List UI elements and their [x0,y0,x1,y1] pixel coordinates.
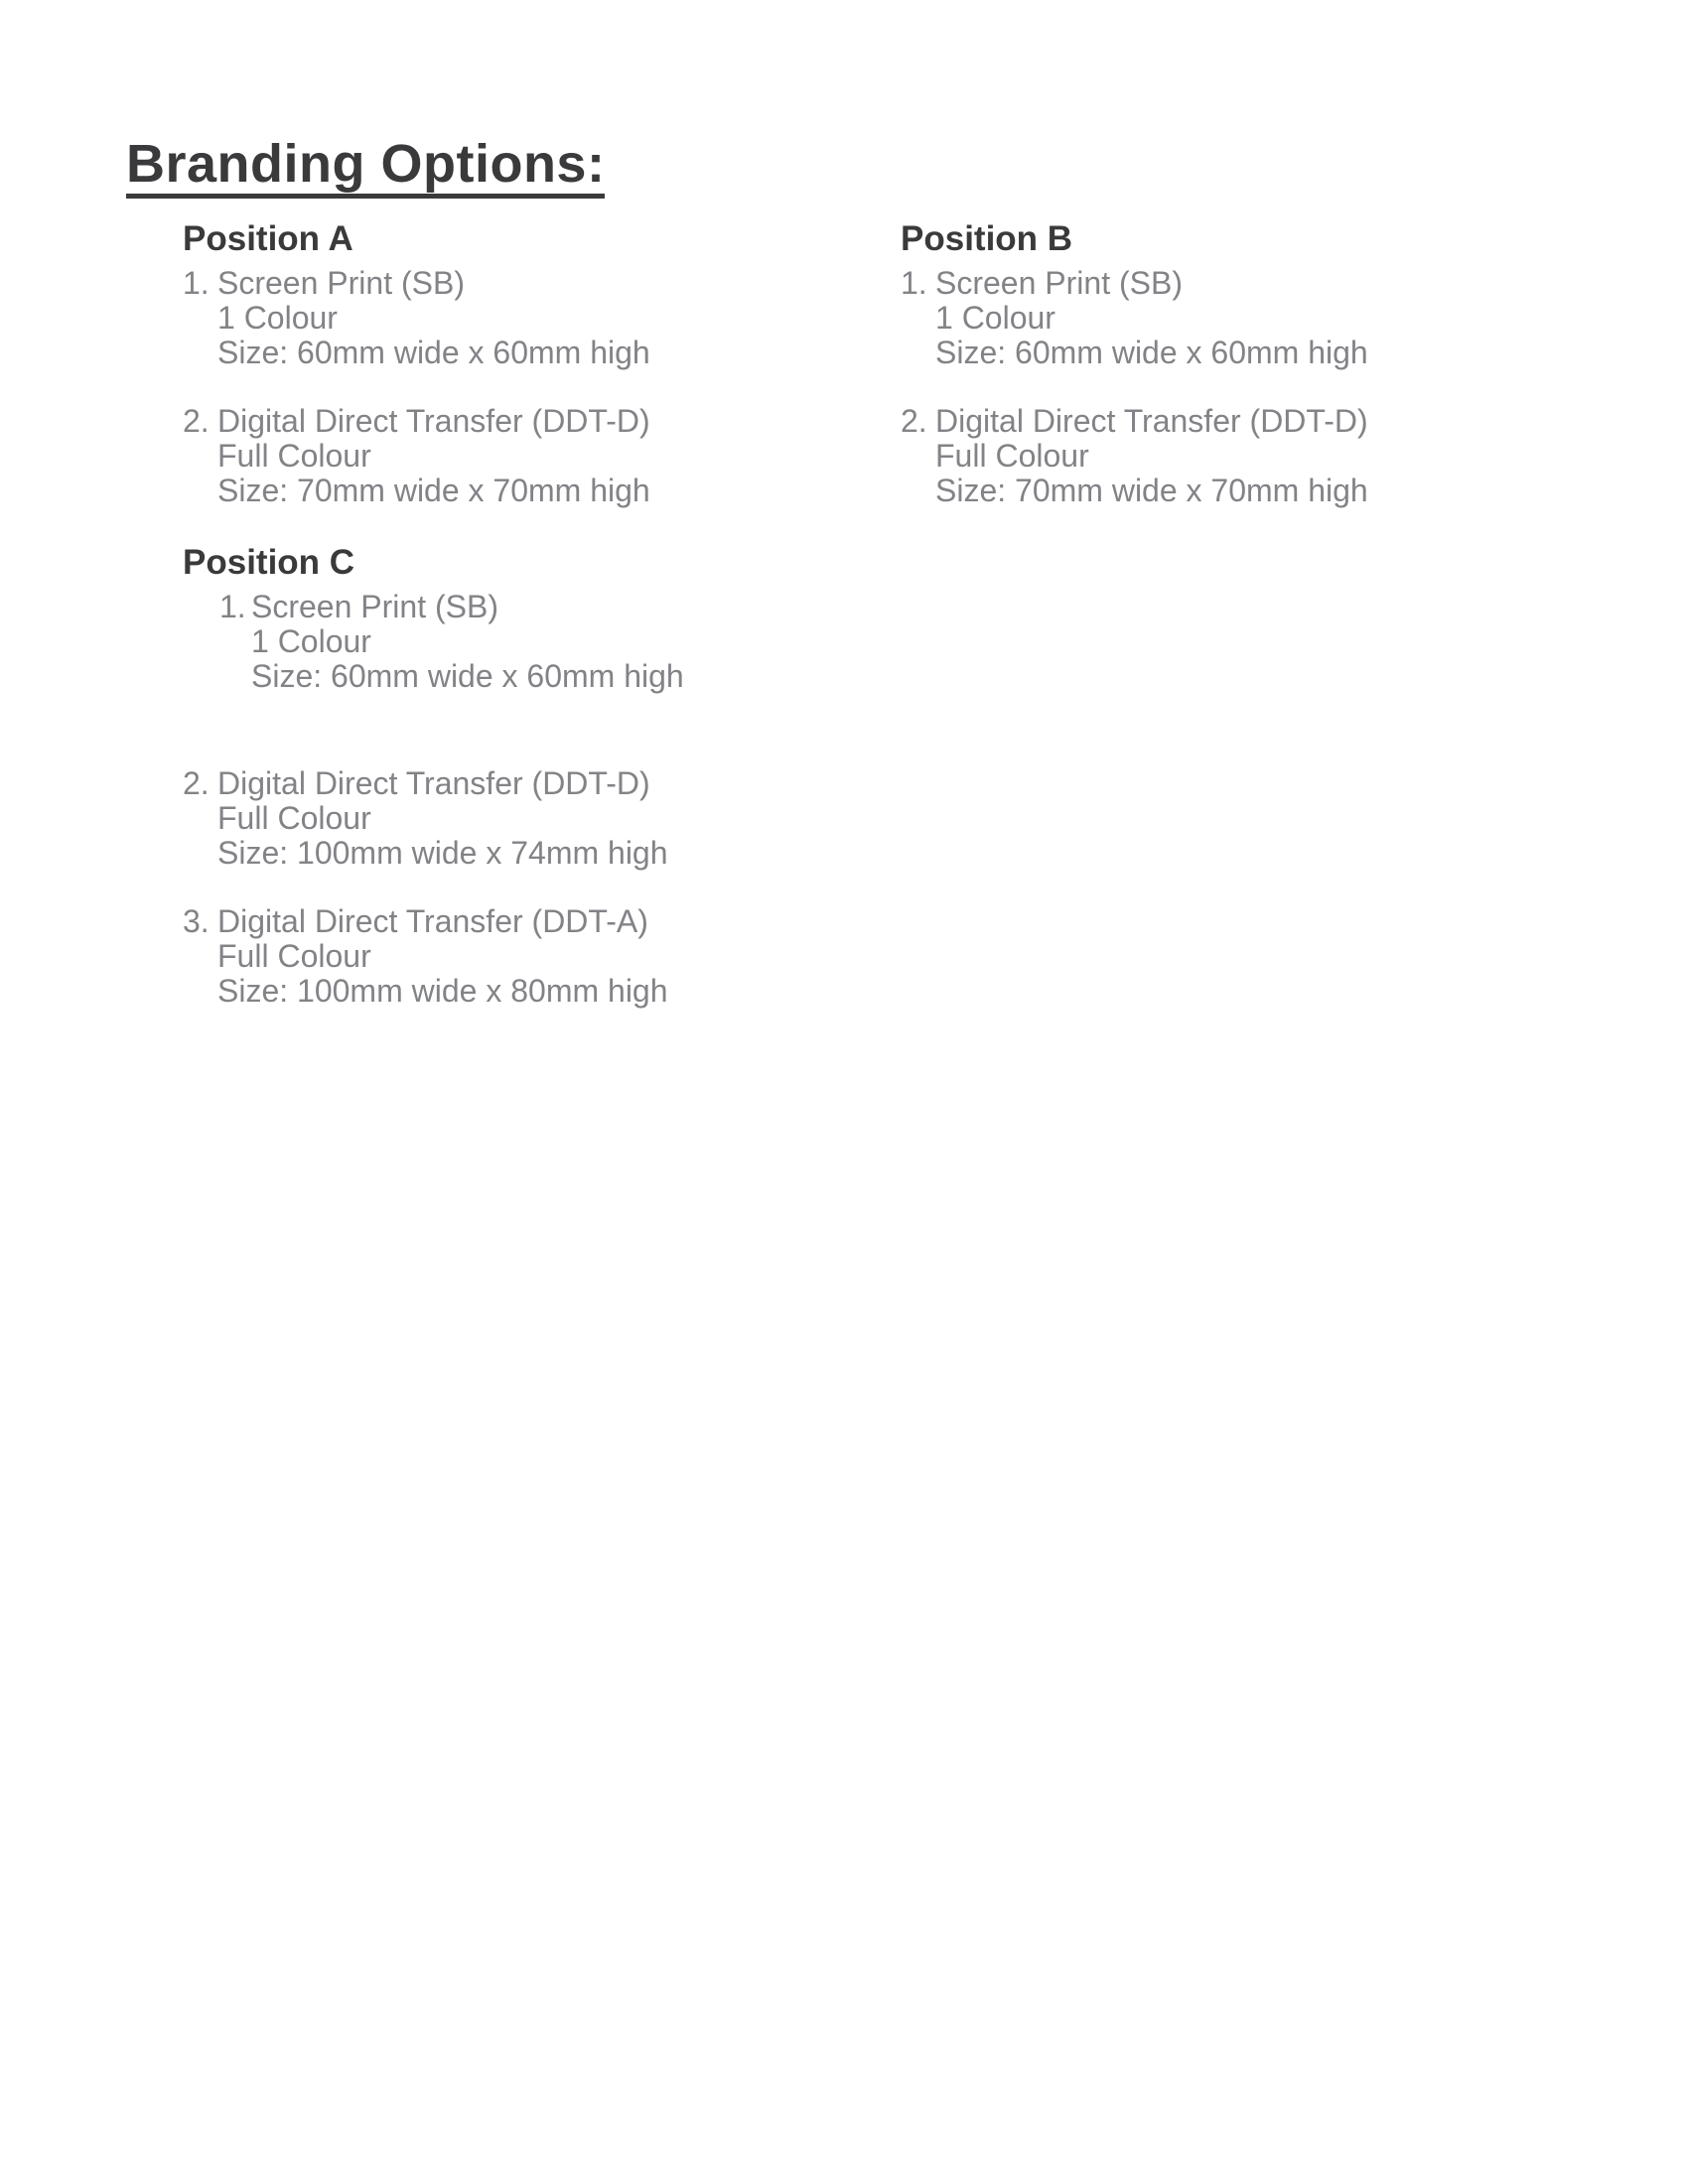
item-number: 2. [901,403,927,439]
spec-line: Size: 100mm wide x 80mm high [217,973,668,1009]
section-position-b [901,220,1556,508]
item-lines [217,904,668,1009]
spec-line: Full Colour [217,938,371,974]
spec-line: Screen Print (SB) [217,265,465,301]
spec-line: Digital Direct Transfer (DDT-D) [935,403,1368,439]
right-column [901,220,1556,508]
list-item [183,266,838,370]
spec-line: Size: 70mm wide x 70mm high [935,473,1368,508]
left-column [183,220,838,1009]
spec-line: 1 Colour [251,623,371,659]
item-number: 1. [219,589,246,624]
item-lines [935,266,1368,370]
page-title-text: Branding Options: [126,134,605,199]
list-item [183,590,838,694]
list-item [183,404,838,508]
page-title [126,134,605,199]
item-number: 3. [183,903,210,939]
position-a-heading: Position A [183,219,353,258]
item-lines [935,404,1368,508]
section-position-a [183,220,838,508]
section-position-c [183,544,838,1009]
spec-line: Digital Direct Transfer (DDT-A) [217,903,648,939]
list-item [901,404,1556,508]
item-lines [217,766,668,871]
spec-line: Size: 60mm wide x 60mm high [251,658,684,694]
spec-line: Size: 70mm wide x 70mm high [217,473,650,508]
item-number: 1. [901,265,927,301]
item-number: 2. [183,765,210,801]
list-item [901,266,1556,370]
item-lines [217,266,650,370]
list-item [183,904,838,1009]
list-item [183,766,838,871]
spec-line: Digital Direct Transfer (DDT-D) [217,403,650,439]
item-lines [251,590,684,694]
position-b-heading: Position B [901,219,1073,258]
spec-line: 1 Colour [935,300,1055,336]
spec-line: Full Colour [217,438,371,474]
spec-line: Size: 60mm wide x 60mm high [935,335,1368,370]
spec-line: Screen Print (SB) [935,265,1183,301]
spec-line: Digital Direct Transfer (DDT-D) [217,765,650,801]
spec-line: 1 Colour [217,300,338,336]
spec-line: Size: 100mm wide x 74mm high [217,835,668,871]
item-number: 1. [183,265,210,301]
spec-line: Screen Print (SB) [251,589,498,624]
item-lines [217,404,650,508]
spec-line: Full Colour [935,438,1089,474]
item-number: 2. [183,403,210,439]
spec-line: Size: 60mm wide x 60mm high [217,335,650,370]
spec-line: Full Colour [217,800,371,836]
position-c-heading: Position C [183,543,355,582]
